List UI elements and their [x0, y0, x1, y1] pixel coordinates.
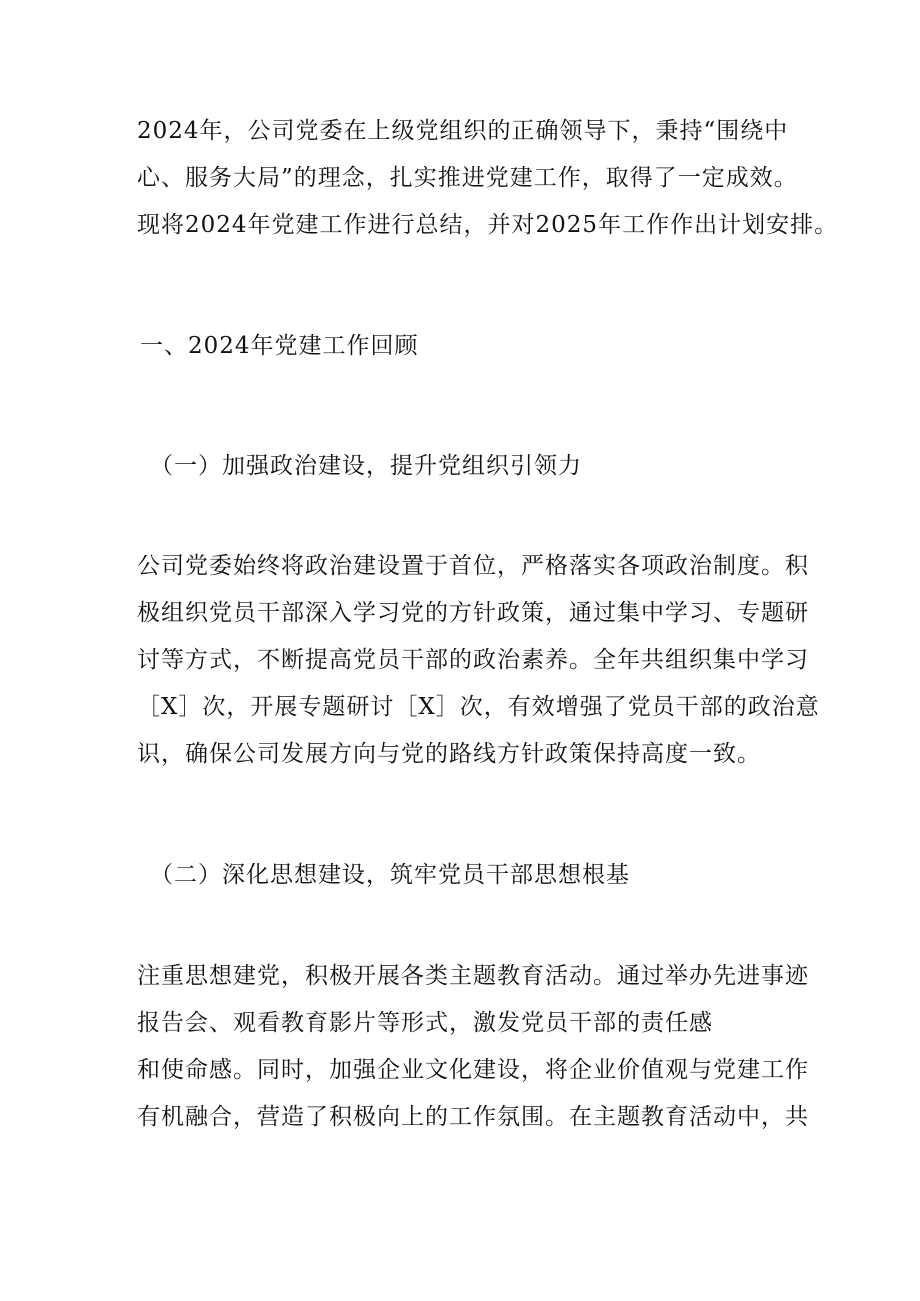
subsection-one-line-3: 讨等方式，不断提高党员干部的政治素养。全年共组织集中学习	[137, 647, 809, 673]
intro-line-1: 2024年，公司党委在上级党组织的正确领导下，秉持“围绕中	[137, 118, 789, 144]
intro-line-3: 现将2024年党建工作进行总结，并对2025年工作作出计划安排。	[137, 212, 839, 238]
section-one-title: 一、2024年党建工作回顾	[140, 333, 419, 359]
subsection-one-title: （一）加强政治建设，提升党组织引领力	[150, 453, 582, 479]
subsection-one-line-2: 极组织党员干部深入学习党的方针政策，通过集中学习、专题研	[137, 600, 809, 626]
subsection-two-line-1: 注重思想建党，积极开展各类主题教育活动。通过举办先进事迹	[137, 963, 809, 989]
subsection-one-line-1: 公司党委始终将政治建设置于首位，严格落实各项政治制度。积	[137, 553, 809, 579]
subsection-one-line-5: 识，确保公司发展方向与党的路线方针政策保持高度一致。	[137, 741, 761, 767]
intro-line-2: 心、服务大局”的理念，扎实推进党建工作，取得了一定成效。	[137, 165, 798, 191]
subsection-two-line-3: 和使命感。同时，加强企业文化建设，将企业价值观与党建工作	[137, 1057, 809, 1083]
subsection-two-title: （二）深化思想建设，筑牢党员干部思想根基	[150, 862, 630, 888]
subsection-two-line-4: 有机融合，营造了积极向上的工作氛围。在主题教育活动中，共	[137, 1104, 809, 1130]
subsection-two-line-2: 报告会、观看教育影片等形式，激发党员干部的责任感	[137, 1010, 713, 1036]
subsection-one-line-4: ［X］次，开展专题研讨［X］次，有效增强了党员干部的政治意	[137, 694, 820, 720]
